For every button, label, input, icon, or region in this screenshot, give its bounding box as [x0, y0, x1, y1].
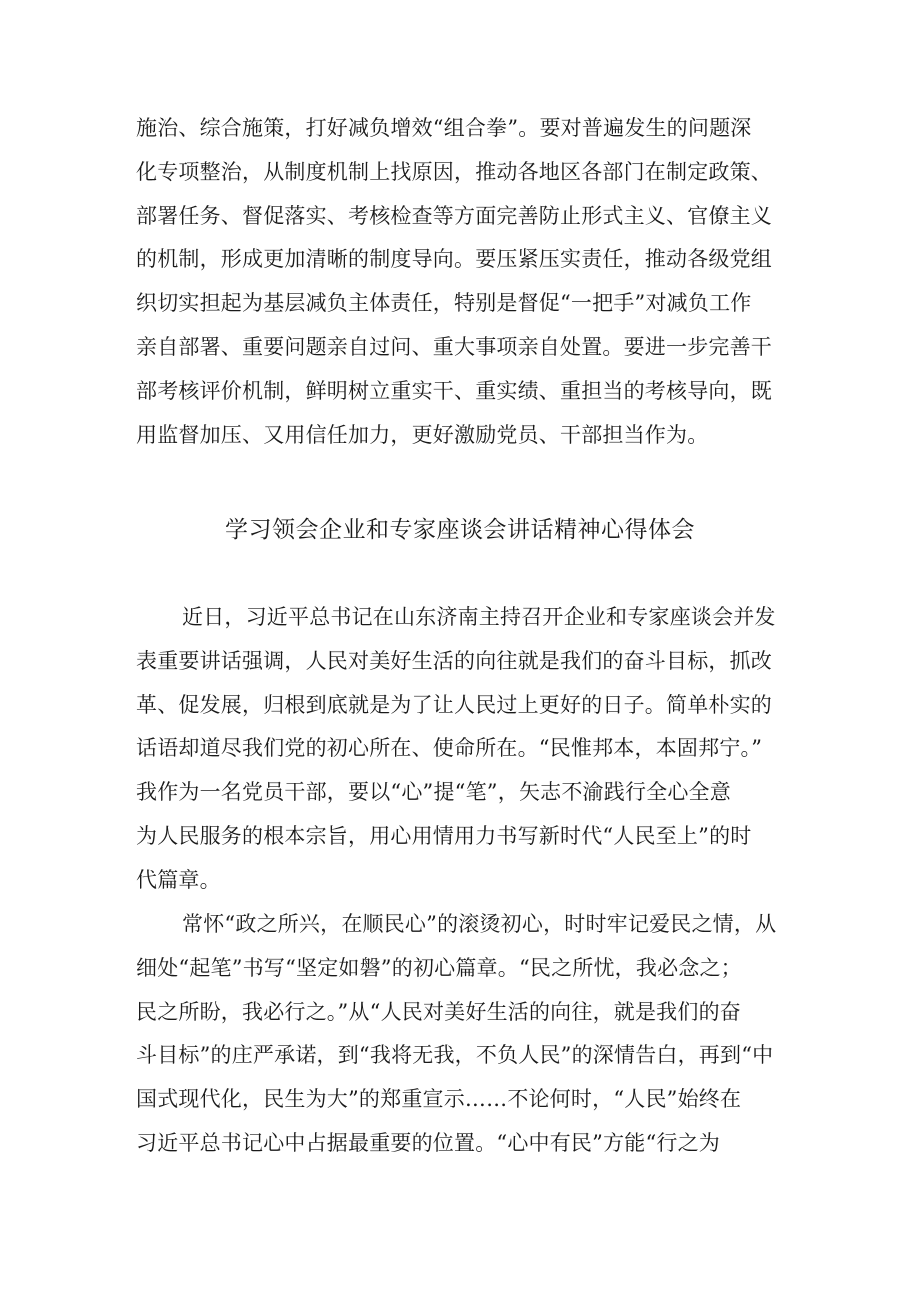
text-line: 民之所盼，我必行之。”从“人民对美好生活的向往，就是我们的奋 [136, 999, 741, 1024]
text-line: 革、促发展，归根到底就是为了让人民过上更好的日子。简单朴实的 [136, 692, 772, 717]
text-line: 的机制，形成更加清晰的制度导向。要压紧压实责任，推动各级党组 [136, 247, 772, 272]
text-line: 表重要讲话强调，人民对美好生活的向往就是我们的奋斗目标，抓改 [136, 648, 772, 673]
text-line: 代篇章。 [136, 867, 221, 892]
top-paragraph [136, 107, 796, 457]
text-line: 施治、综合施策，打好减负增效“组合拳”。要对普遍发生的问题深 [136, 116, 752, 140]
text-line: 常怀“政之所兴，在顺民心”的滚烫初心，时时牢记爱民之情，从 [182, 912, 777, 936]
text-line: 化专项整治，从制度机制上找原因，推动各地区各部门在制定政策、 [136, 159, 772, 184]
text-line: 国式现代化，民生为大”的郑重宣示……不论何时，“人民”始终在 [136, 1087, 742, 1112]
text-line: 斗目标”的庄严承诺，到“我将无我，不负人民”的深情告白，再到“中 [136, 1043, 774, 1068]
text-line: 织切实担起为基层减负主体责任，特别是督促“一把手”对减负工作 [136, 291, 752, 316]
article-title: 学习领会企业和专家座谈会讲话精神心得体会 [225, 517, 695, 543]
text-line: 部考核评价机制，鲜明树立重实干、重实绩、重担当的考核导向，既 [136, 378, 772, 403]
text-line: 我作为一名党员干部，要以“心”提“笔”，矢志不渝践行全心全意 [136, 780, 731, 805]
text-line: 为人民服务的根本宗旨，用心用情用力书写新时代“人民至上”的时 [136, 823, 752, 848]
article-paragraph-2 [136, 903, 796, 1166]
text-line: 亲自部署、重要问题亲自过问、重大事项亲自处置。要进一步完善干 [136, 334, 772, 359]
text-line: 部署任务、督促落实、考核检查等方面完善防止形式主义、官僚主义 [136, 203, 772, 228]
text-line: 细处“起笔”书写“坚定如磐”的初心篇章。“民之所忧，我必念之； [136, 955, 742, 980]
text-line: 话语却道尽我们党的初心所在、使命所在。“民惟邦本，本固邦宁。” [136, 736, 763, 761]
text-line: 习近平总书记心中占据最重要的位置。“心中有民”方能“行之为 [136, 1130, 721, 1155]
article-paragraph-1 [136, 596, 796, 903]
text-line: 近日，习近平总书记在山东济南主持召开企业和专家座谈会并发 [182, 605, 776, 629]
text-line: 用监督加压、又用信任加力，更好激励党员、干部担当作为。 [136, 422, 709, 447]
